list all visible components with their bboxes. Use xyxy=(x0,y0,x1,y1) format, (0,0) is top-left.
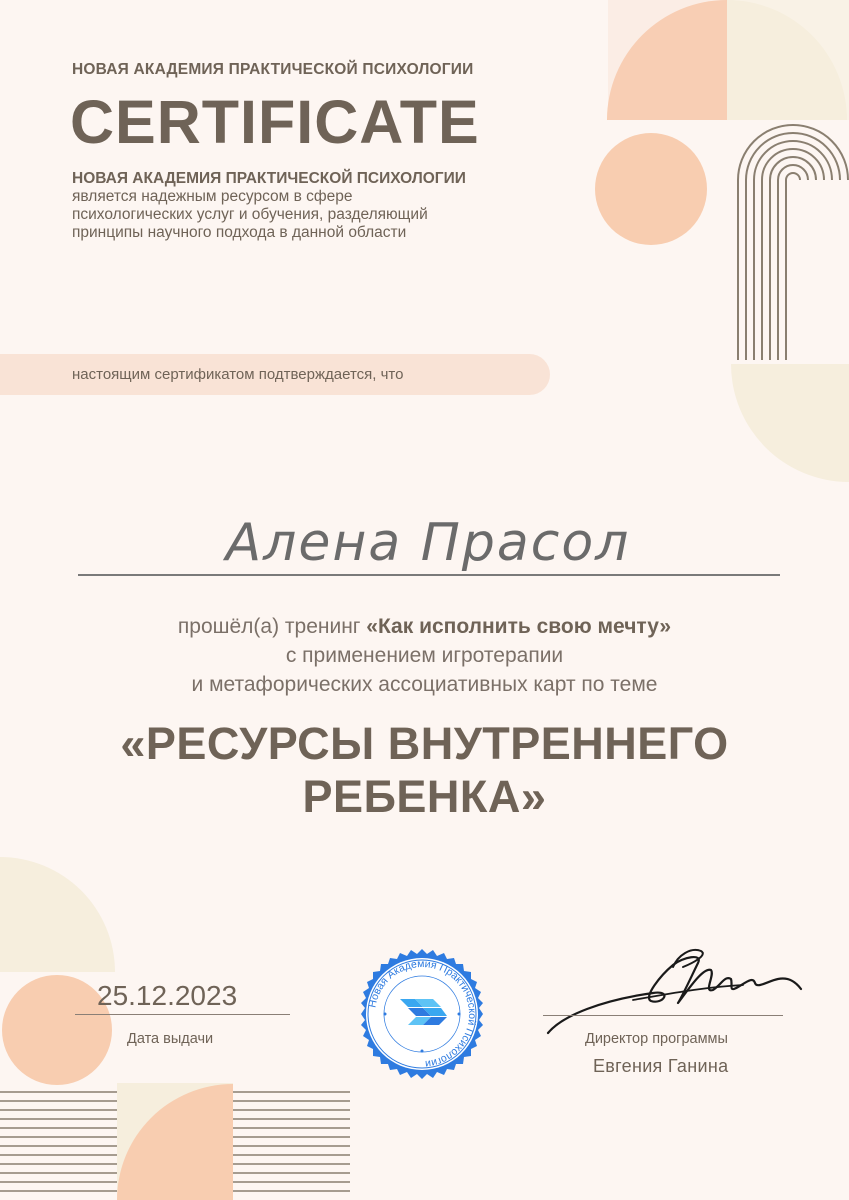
peach-circle xyxy=(595,133,707,245)
organization-name: НОВАЯ АКАДЕМИЯ ПРАКТИЧЕСКОЙ ПСИХОЛОГИИ xyxy=(72,61,474,78)
recipient-underline xyxy=(78,574,780,576)
course-prefix: прошёл(а) тренинг xyxy=(177,615,367,638)
description-line-2: психологических услуг и обучения, разделяющий xyxy=(72,206,428,223)
confirmation-text: настоящим сертификатом подтверждается, что xyxy=(72,366,404,383)
cream-corner xyxy=(727,0,849,120)
course-description xyxy=(0,612,849,699)
peach-circle-bottom xyxy=(2,975,112,1085)
director-label: Директор программы xyxy=(585,1031,728,1047)
director-signature xyxy=(543,945,808,1035)
course-line-3: и метафорических ассоциативных карт по теме xyxy=(191,673,658,696)
topic-line-1: «РЕСУРСЫ ВНУТРЕННЕГО xyxy=(120,718,729,769)
issue-date: 25.12.2023 xyxy=(97,980,238,1011)
description-line-1: является надежным ресурсом в сфере xyxy=(72,188,353,205)
topic-line-2: РЕБЕНКА» xyxy=(302,771,547,822)
description-line-3: принципы научного подхода в данной области xyxy=(72,224,407,241)
issue-date-label: Дата выдачи xyxy=(127,1031,214,1047)
cream-quarter-left xyxy=(0,857,115,972)
arch-lines xyxy=(738,125,848,360)
organization-name-secondary: НОВАЯ АКАДЕМИЯ ПРАКТИЧЕСКОЙ ПСИХОЛОГИИ xyxy=(72,170,466,187)
certificate-title: CERTIFICATE xyxy=(70,88,480,156)
academy-seal xyxy=(355,947,489,1081)
date-underline xyxy=(75,1014,290,1015)
organization-description xyxy=(72,170,532,242)
signature-underline xyxy=(543,1015,783,1016)
topic-title xyxy=(0,717,849,823)
seal-text: Новая Академия Практической Психологии xyxy=(366,957,479,1070)
cream-square xyxy=(608,0,727,120)
recipient-name: Алена Прасол xyxy=(225,513,631,573)
course-line-2: с применением игротерапии xyxy=(285,644,564,667)
director-name: Евгения Ганина xyxy=(593,1056,729,1076)
course-name: «Как исполнить свою мечту» xyxy=(366,615,672,638)
cream-half-circle xyxy=(731,364,849,482)
